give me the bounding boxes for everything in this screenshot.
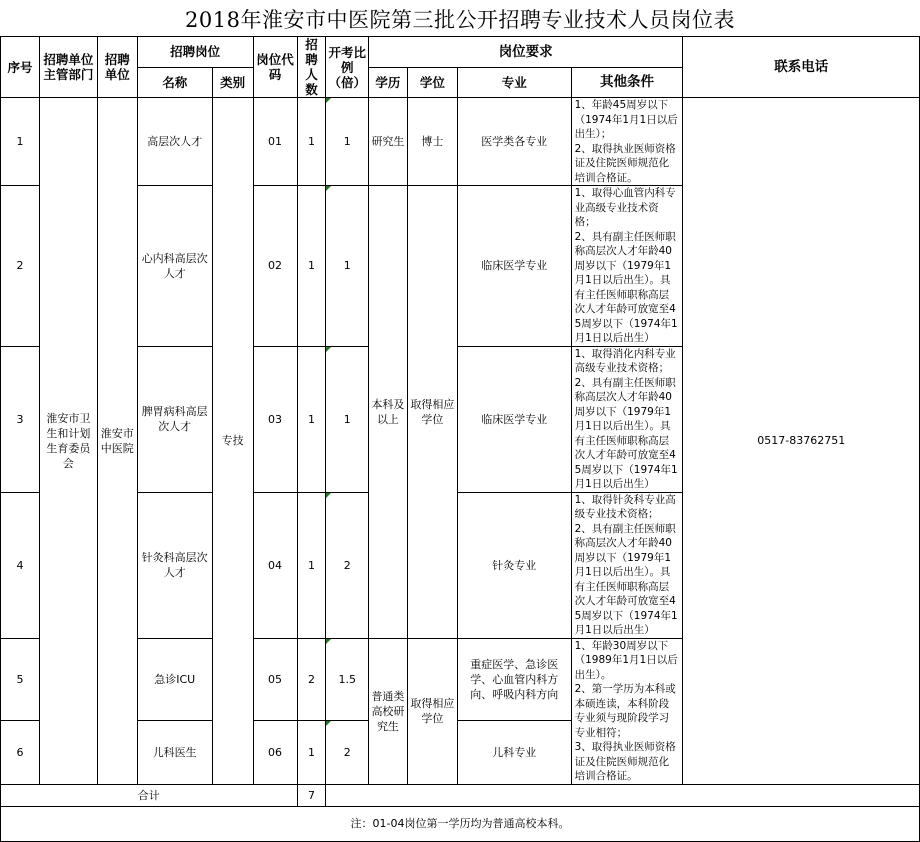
total-row: [1, 784, 920, 806]
post-name-cell: 心内科高层次人才: [137, 186, 212, 347]
seq-cell: 1: [1, 98, 40, 186]
positions-table: [0, 36, 920, 842]
header-seq: 序号: [1, 37, 40, 98]
post-name-cell: 针灸科高层次人才: [137, 492, 212, 638]
header-ratio: 开考比例（倍）: [326, 37, 369, 98]
degree-cell: 博士: [407, 98, 457, 186]
code-cell: 03: [253, 346, 297, 492]
degree-cell: 取得相应学位: [407, 186, 457, 639]
major-cell: 针灸专业: [457, 492, 571, 638]
major-cell: 医学类各专业: [457, 98, 571, 186]
code-cell: 01: [253, 98, 297, 186]
total-label: 合计: [1, 784, 298, 806]
other-cell: 1、取得针灸科专业高级专业技术资格； 2、具有副主任医师职称高层次人才年龄40周岁以下（1979年1月1日以后出生）。具有主任医师职称高层次人才年龄可放宽至45周岁以下（1974年1月1日以后出生）: [571, 492, 683, 638]
seq-cell: 3: [1, 346, 40, 492]
table-row: [1, 98, 920, 186]
ratio-cell: 1.5: [326, 638, 369, 721]
header-row-1: [1, 37, 920, 68]
contact-cell: 0517-83762751: [683, 98, 920, 785]
ratio-cell: 2: [326, 721, 369, 784]
header-post: 招聘岗位: [137, 37, 253, 68]
footnote: 注：01-04岗位第一学历均为普通高校本科。: [1, 806, 920, 841]
other-cell: 1、取得消化内科专业高级专业技术资格； 2、具有副主任医师职称高层次人才年龄40周岁以下（1979年1月1日以后出生）。具有主任医师职称高层次人才年龄可放宽至45周岁以下（1974年1月1日以后出生）: [571, 346, 683, 492]
code-cell: 04: [253, 492, 297, 638]
unit-cell: 淮安市中医院: [97, 98, 137, 785]
count-cell: 1: [297, 98, 326, 186]
seq-cell: 4: [1, 492, 40, 638]
header-count: 招聘人数: [297, 37, 326, 98]
count-cell: 1: [297, 186, 326, 347]
edu-cell: 研究生: [368, 98, 407, 186]
header-other: 其他条件: [571, 67, 683, 98]
other-cell: 1、年龄30周岁以下（1989年1月1日以后出生）。 2、第一学历为本科或本硕连读，本科阶段专业须与现阶段学习专业相符； 3、取得执业医师资格证及住院医师规范化培训合格证。: [571, 638, 683, 784]
other-cell: 1、取得心血管内科专业高级专业技术资格； 2、具有副主任医师职称高层次人才年龄40周岁以下（1979年1月1日以后出生）。具有主任医师职称高层次人才年龄可放宽至45周岁以下（1974年1月1日以后出生）: [571, 186, 683, 347]
major-cell: 临床医学专业: [457, 346, 571, 492]
post-name-cell: 急诊ICU: [137, 638, 212, 721]
header-unit: 招聘单位: [97, 37, 137, 98]
edu-cell: 普通类高校研究生: [368, 638, 407, 784]
seq-cell: 6: [1, 721, 40, 784]
major-cell: 重症医学、急诊医学、心血管内科方向、呼吸内科方向: [457, 638, 571, 721]
other-cell: 1、年龄45周岁以下（1974年1月1日以后出生）； 2、取得执业医师资格证及住院医师规范化培训合格证。: [571, 98, 683, 186]
total-count: 7: [297, 784, 326, 806]
seq-cell: 5: [1, 638, 40, 721]
code-cell: 06: [253, 721, 297, 784]
header-contact: 联系电话: [683, 37, 920, 98]
count-cell: 1: [297, 346, 326, 492]
header-dept: 招聘单位主管部门: [39, 37, 97, 98]
header-post-name: 名称: [137, 67, 212, 98]
seq-cell: 2: [1, 186, 40, 347]
count-cell: 1: [297, 492, 326, 638]
post-name-cell: 高层次人才: [137, 98, 212, 186]
major-cell: 临床医学专业: [457, 186, 571, 347]
post-name-cell: 儿科医生: [137, 721, 212, 784]
ratio-cell: 1: [326, 346, 369, 492]
post-name-cell: 脾胃病科高层次人才: [137, 346, 212, 492]
header-code: 岗位代码: [253, 37, 297, 98]
count-cell: 1: [297, 721, 326, 784]
ratio-cell: 2: [326, 492, 369, 638]
header-requirements: 岗位要求: [368, 37, 682, 68]
count-cell: 2: [297, 638, 326, 721]
ratio-cell: 1: [326, 186, 369, 347]
total-empty: [326, 784, 920, 806]
dept-cell: 淮安市卫生和计划生育委员会: [39, 98, 97, 785]
edu-cell: 本科及以上: [368, 186, 407, 639]
header-degree: 学位: [407, 67, 457, 98]
page-title: 2018年淮安市中医院第三批公开招聘专业技术人员岗位表: [185, 8, 735, 32]
post-type-cell: 专技: [212, 98, 253, 785]
ratio-cell: 1: [326, 98, 369, 186]
code-cell: 05: [253, 638, 297, 721]
degree-cell: 取得相应学位: [407, 638, 457, 784]
header-post-type: 类别: [212, 67, 253, 98]
code-cell: 02: [253, 186, 297, 347]
note-row: [1, 806, 920, 841]
header-edu: 学历: [368, 67, 407, 98]
header-major: 专业: [457, 67, 571, 98]
major-cell: 儿科专业: [457, 721, 571, 784]
